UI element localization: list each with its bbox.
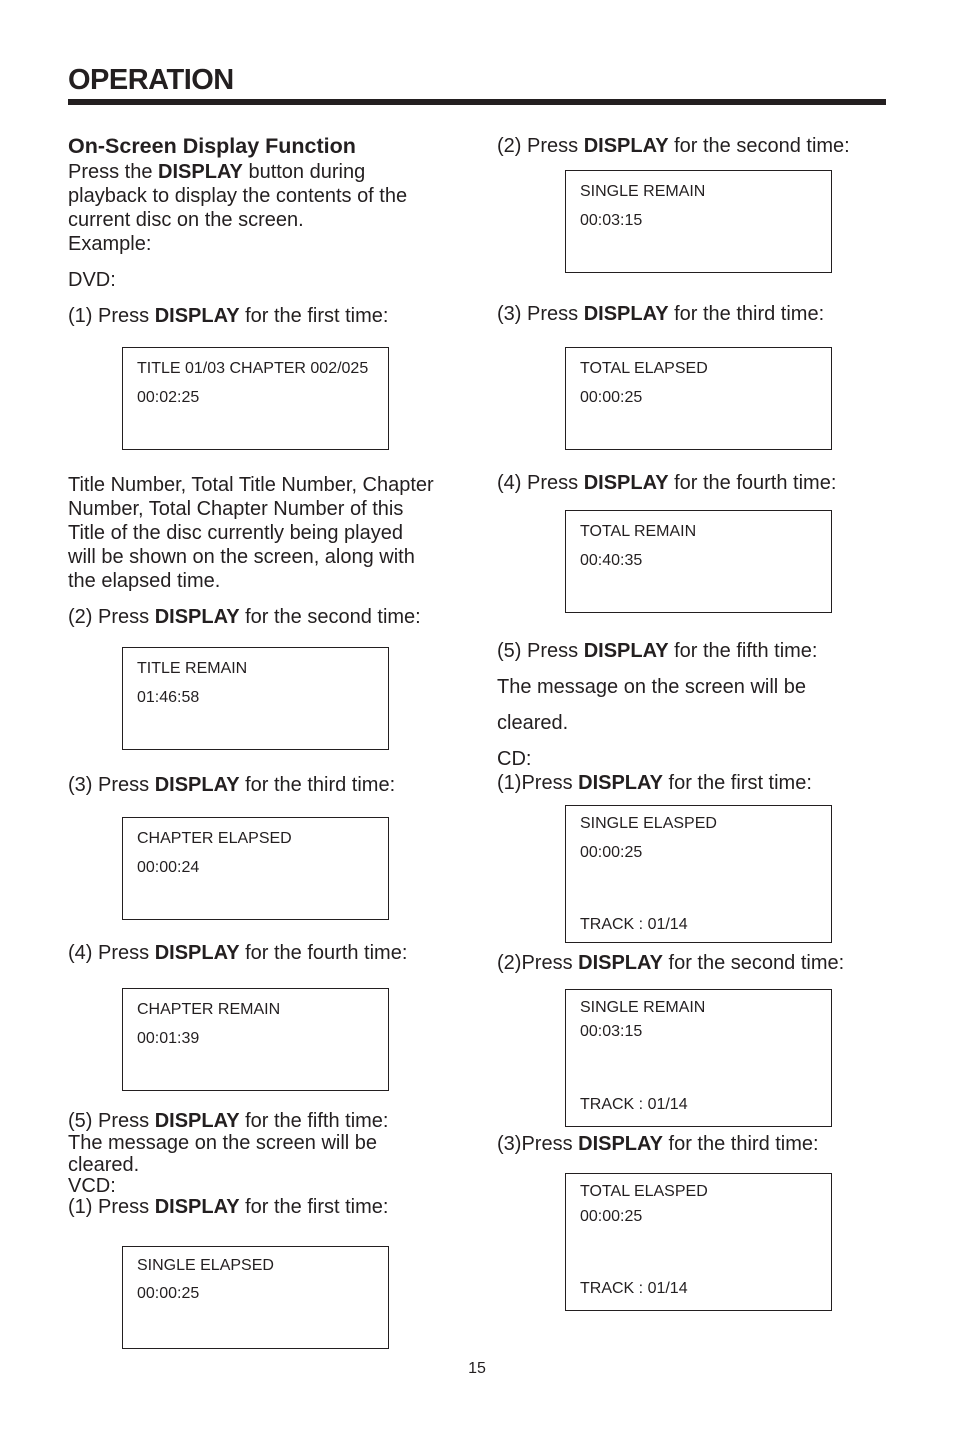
osd-line: SINGLE ELASPED	[580, 815, 717, 832]
osd-time: 00:00:25	[580, 389, 643, 406]
dvd-osd-3	[122, 817, 389, 920]
dvd-cleared-line-1: The message on the screen will be	[68, 1132, 378, 1154]
osd-time: 00:00:24	[137, 859, 200, 876]
osd-time: 00:00:25	[580, 1208, 643, 1225]
osd-time: 00:00:25	[580, 844, 643, 861]
cd-step-3: (3)Press DISPLAY for the third time:	[497, 1133, 819, 1155]
intro-line-3: current disc on the screen.	[68, 209, 304, 231]
intro-line-2: playback to display the contents of the	[68, 185, 408, 207]
dvd-label: DVD:	[68, 269, 116, 291]
dvd-desc-line-4: will be shown on the screen, along with	[68, 546, 415, 568]
osd-line: TOTAL ELASPED	[580, 1183, 708, 1200]
dvd-step-5: (5) Press DISPLAY for the fifth time:	[68, 1110, 389, 1132]
cd-step-1: (1)Press DISPLAY for the first time:	[497, 772, 812, 794]
osd-line: SINGLE ELAPSED	[137, 1257, 274, 1274]
osd-time: 00:00:25	[137, 1285, 200, 1302]
osd-track: TRACK : 01/14	[580, 1280, 688, 1297]
dvd-step-2: (2) Press DISPLAY for the second time:	[68, 606, 421, 628]
vcd-step-1: (1) Press DISPLAY for the first time:	[68, 1196, 389, 1218]
dvd-osd-1	[122, 347, 389, 450]
cd-step-2: (2)Press DISPLAY for the second time:	[497, 952, 845, 974]
vcd-step-2: (2) Press DISPLAY for the second time:	[497, 135, 850, 157]
dvd-desc-line-1: Title Number, Total Title Number, Chapter	[68, 474, 434, 496]
vcd-cleared-line-1: The message on the screen will be	[497, 676, 807, 698]
vcd-cleared-line-2: cleared.	[497, 712, 569, 734]
dvd-desc-line-3: Title of the disc currently being played	[68, 522, 403, 544]
cd-osd-3	[565, 1173, 832, 1311]
osd-line: SINGLE REMAIN	[580, 183, 706, 200]
vcd-osd-1	[122, 1246, 389, 1349]
cd-osd-1	[565, 805, 832, 943]
vcd-step-3: (3) Press DISPLAY for the third time:	[497, 303, 825, 325]
intro-line-1: Press the DISPLAY button during	[68, 161, 366, 183]
dvd-osd-2	[122, 647, 389, 750]
vcd-osd-4	[565, 510, 832, 613]
page-heading: OPERATION	[68, 64, 234, 96]
osd-line: TITLE 01/03 CHAPTER 002/025	[137, 360, 369, 377]
osd-line: CHAPTER ELAPSED	[137, 830, 292, 847]
intro-line-4: Example:	[68, 233, 152, 255]
vcd-step-4: (4) Press DISPLAY for the fourth time:	[497, 472, 837, 494]
dvd-desc-line-2: Number, Total Chapter Number of this	[68, 498, 404, 520]
osd-time: 00:02:25	[137, 389, 200, 406]
osd-time: 01:46:58	[137, 689, 200, 706]
vcd-step-5: (5) Press DISPLAY for the fifth time:	[497, 640, 818, 662]
osd-line: TITLE REMAIN	[137, 660, 248, 677]
osd-time: 00:03:15	[580, 212, 643, 229]
section-title: On-Screen Display Function	[68, 134, 356, 158]
dvd-desc-line-5: the elapsed time.	[68, 570, 221, 592]
osd-line: CHAPTER REMAIN	[137, 1001, 281, 1018]
cd-osd-2	[565, 989, 832, 1127]
vcd-osd-2	[565, 170, 832, 273]
cd-label: CD:	[497, 748, 532, 770]
dvd-osd-4	[122, 988, 389, 1091]
osd-track: TRACK : 01/14	[580, 1096, 688, 1113]
page-number: 15	[468, 1360, 486, 1377]
osd-line: TOTAL ELAPSED	[580, 360, 708, 377]
dvd-step-1: (1) Press DISPLAY for the first time:	[68, 305, 389, 327]
vcd-osd-3	[565, 347, 832, 450]
dvd-step-4: (4) Press DISPLAY for the fourth time:	[68, 942, 408, 964]
osd-time: 00:01:39	[137, 1030, 200, 1047]
osd-line: TOTAL REMAIN	[580, 523, 697, 540]
osd-time: 00:03:15	[580, 1023, 643, 1040]
dvd-cleared-line-2: cleared.	[68, 1154, 140, 1176]
osd-track: TRACK : 01/14	[580, 916, 688, 933]
heading-rule	[68, 99, 886, 105]
dvd-step-3: (3) Press DISPLAY for the third time:	[68, 774, 396, 796]
osd-time: 00:40:35	[580, 552, 643, 569]
vcd-label: VCD:	[68, 1175, 116, 1197]
osd-line: SINGLE REMAIN	[580, 999, 706, 1016]
